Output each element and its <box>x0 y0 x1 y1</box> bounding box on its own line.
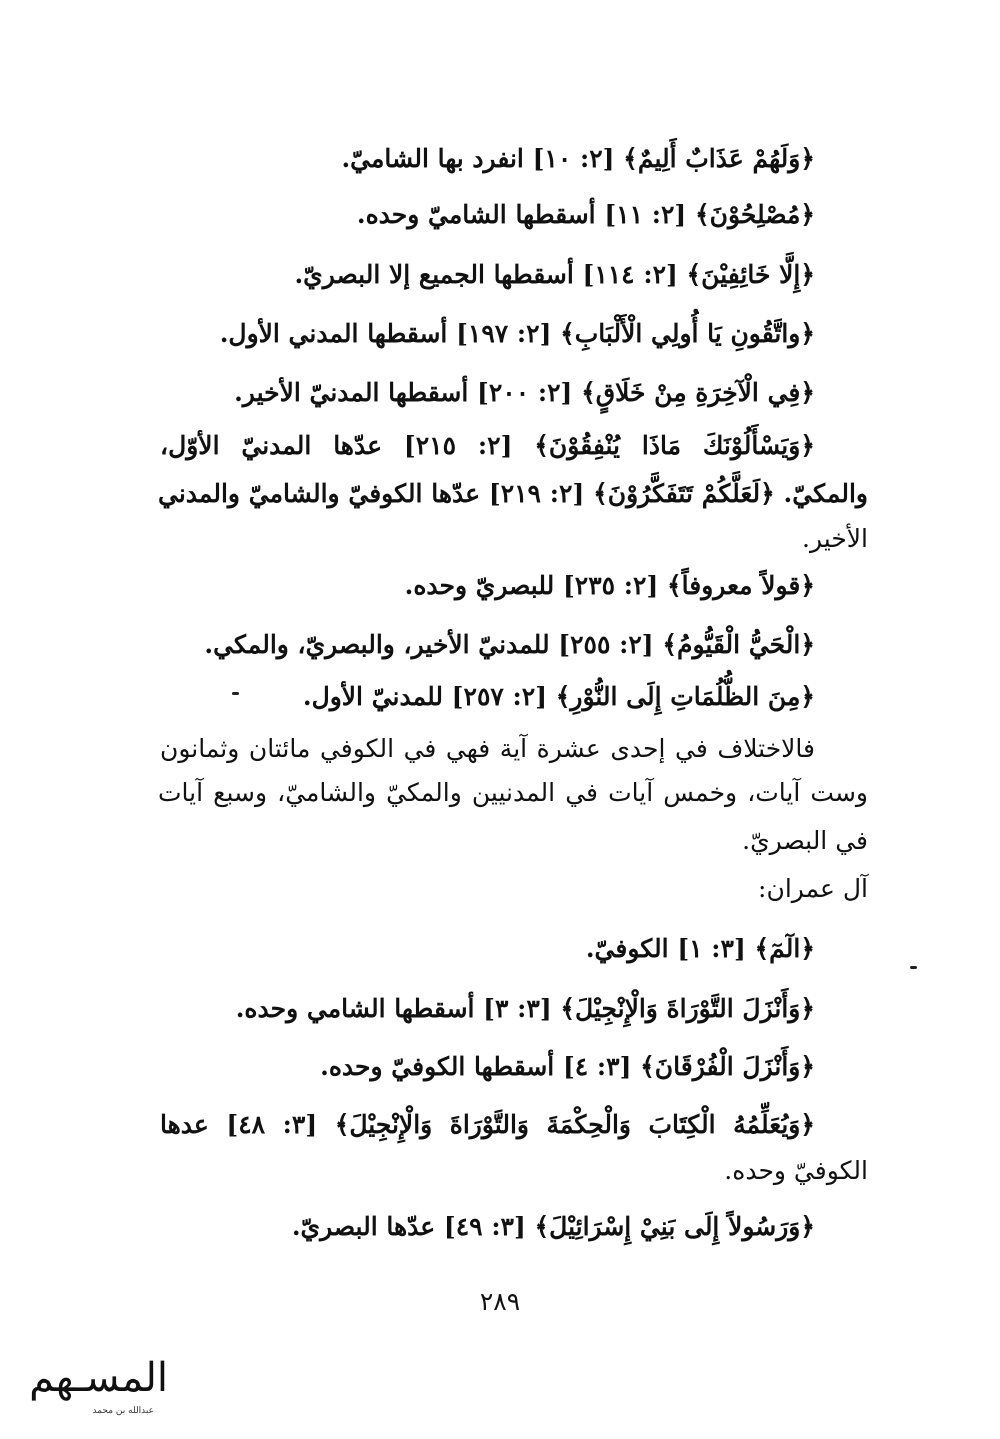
text-line-3: ﴿إِلَّا خَائِفِيْنَ﴾ [٢: ١١٤] أسقطها الجميع إلا البصريّ. <box>294 260 815 289</box>
logo-text: المسـهم <box>29 1355 168 1401</box>
text-line-5: ﴿فِي الْآخِرَةِ مِنْ خَلَاقٍ﴾ [٢: ٢٠٠] أسقطها المدنيّ الأخير. <box>234 378 815 407</box>
text-line-13: وست آيات، وخمس آيات في المدنيين والمكيّ والشاميّ، وسبع آيات <box>158 778 868 807</box>
text-line-11: ﴿مِنَ الظُّلُمَاتِ إِلَى النُّوْرِ﴾ [٢: ٢٥٧] للمدنيّ الأول. <box>302 682 815 711</box>
watermark-logo <box>8 1352 168 1434</box>
text-line-19: ﴿وَيُعَلِّمُهُ الْكِتَابَ وَالْحِكْمَةَ وَالتَّوْرَاةَ وَالْإِنْجِيْلَ﴾ [٣: ٤٨] عدها <box>160 1110 816 1139</box>
speck-mark <box>232 692 239 695</box>
text-line-7: والمكيّ. ﴿لَعَلَّكُمْ تَتَفَكَّرُوْنَ﴾ [٢: ٢١٩] عدّها الكوفيّ والشاميّ والمدني <box>158 479 868 508</box>
text-line-4: ﴿واتَّقُونِ يَا أُولِي الْأَلْبَابِ﴾ [٢: ١٩٧] أسقطها المدني الأول. <box>219 319 815 348</box>
speck-mark <box>910 966 917 969</box>
text-line-2: ﴿مُصْلِحُوْنَ﴾ [٢: ١١] أسقطها الشاميّ وحده. <box>356 200 815 229</box>
text-line-6: ﴿وَيَسْأَلُوْنَكَ مَاذَا يُنْفِقُوْنَ﴾ [٢: ٢١٥] عدّها المدنيّ الأوّل، <box>160 431 815 460</box>
text-line-14: في البصريّ. <box>742 826 868 855</box>
text-line-17: ﴿وَأَنْزَلَ التَّوْرَاةَ وَالْإِنْجِيْلَ﴾ [٣: ٣] أسقطها الشامي وحده. <box>235 994 815 1023</box>
page-number: ٢٨٩ <box>479 1287 521 1316</box>
text-line-1: ﴿وَلَهُمْ عَذَابٌ أَلِيمٌ﴾ [٢: ١٠] انفرد بها الشاميّ. <box>341 144 815 173</box>
text-line-8: الأخير. <box>802 524 868 553</box>
section-heading: آل عمران: <box>758 874 868 903</box>
text-line-20: الكوفيّ وحده. <box>724 1156 868 1185</box>
text-line-21: ﴿وَرَسُولاً إِلَى بَنِيْ إِسْرَائِيْلَ﴾ [٣: ٤٩] عدّها البصريّ. <box>291 1212 815 1241</box>
logo-subtext: عبدالله بن محمد <box>92 1406 154 1416</box>
text-line-12: فالاختلاف في إحدى عشرة آية فهي في الكوفي مائتان وثمانون <box>160 734 815 763</box>
text-line-18: ﴿وَأَنْزَلَ الْفُرْقَانَ﴾ [٣: ٤] أسقطها الكوفيّ وحده. <box>320 1052 815 1081</box>
text-line-10: ﴿الْحَيُّ الْقَيُّومُ﴾ [٢: ٢٥٥] للمدنيّ الأخير، والبصريّ، والمكي. <box>204 630 815 659</box>
text-line-16: ﴿الٓمٓ﴾ [٣: ١] الكوفيّ. <box>585 934 815 963</box>
text-line-9: ﴿قولاً معروفاً﴾ [٢: ٢٣٥] للبصريّ وحده. <box>404 571 815 600</box>
